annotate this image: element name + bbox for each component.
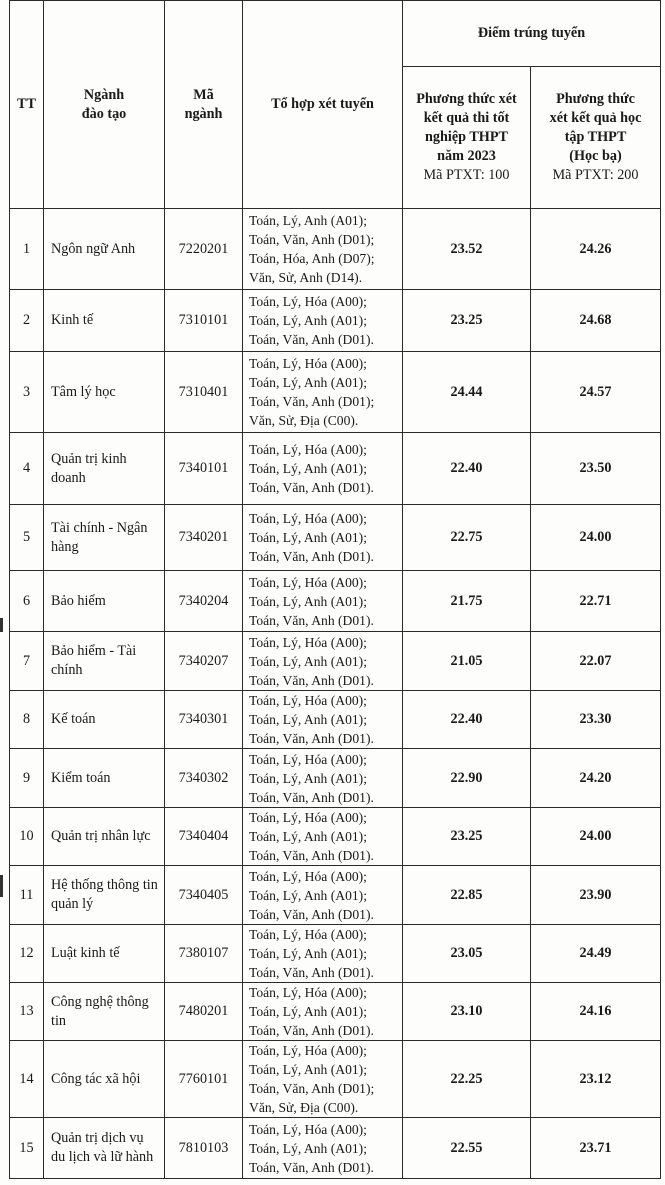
score-method-100: 23.52 <box>403 209 531 290</box>
score-method-200: 23.90 <box>531 866 661 925</box>
major-code: 7340302 <box>165 749 243 808</box>
row-number: 1 <box>10 209 44 290</box>
table-row <box>10 983 661 1041</box>
score-method-200: 24.20 <box>531 749 661 808</box>
combination-line: Toán, Lý, Anh (A01); <box>249 313 367 328</box>
score-method-100: 23.05 <box>403 925 531 983</box>
subject-combinations <box>243 983 403 1041</box>
score-method-200: 24.16 <box>531 983 661 1041</box>
combination-line: Toán, Lý, Hóa (A00); <box>249 442 367 457</box>
combination-line: Toán, Văn, Anh (D01). <box>249 789 374 805</box>
table-row <box>10 749 661 808</box>
row-number: 3 <box>10 352 44 433</box>
subject-combinations <box>243 1041 403 1118</box>
major-code: 7310401 <box>165 352 243 433</box>
subject-combinations <box>243 1118 403 1179</box>
combination-line: Văn, Sử, Địa (C00). <box>249 1100 359 1115</box>
major-name: Tâm lý học <box>44 352 165 433</box>
combination-line: Toán, Lý, Anh (A01); <box>249 1004 367 1019</box>
combination-line: Toán, Lý, Hóa (A00); <box>249 693 367 708</box>
subject-combinations <box>243 749 403 808</box>
combination-line: Toán, Văn, Anh (D01); <box>249 394 375 409</box>
combination-line: Toán, Lý, Anh (A01); <box>249 829 367 844</box>
score-method-100: 22.75 <box>403 505 531 571</box>
major-code: 7810103 <box>165 1118 243 1179</box>
combination-line: Toán, Văn, Anh (D01). <box>249 1159 374 1175</box>
header-method-2: Phương thức xét kết quả học tập THPT (Học bạ) Mã PTXT: 200 <box>531 67 661 209</box>
combination-line: Toán, Văn, Anh (D01). <box>249 612 374 628</box>
subject-combinations <box>243 866 403 925</box>
major-code: 7310101 <box>165 290 243 352</box>
major-code: 7340405 <box>165 866 243 925</box>
score-method-200: 22.07 <box>531 632 661 691</box>
subject-combinations <box>243 571 403 632</box>
major-name: Kế toán <box>44 691 165 749</box>
score-method-100: 23.25 <box>403 808 531 866</box>
score-method-100: 22.90 <box>403 749 531 808</box>
row-number: 14 <box>10 1041 44 1118</box>
score-method-200: 23.12 <box>531 1041 661 1118</box>
table-row <box>10 352 661 433</box>
combination-line: Toán, Hóa, Anh (D07); <box>249 251 375 266</box>
table-row <box>10 505 661 571</box>
combination-line: Toán, Văn, Anh (D01). <box>249 332 374 347</box>
row-number: 12 <box>10 925 44 983</box>
combination-line: Văn, Sử, Anh (D14). <box>249 270 363 285</box>
score-method-100: 22.40 <box>403 691 531 749</box>
header-major: Ngành đào tạo <box>44 1 165 209</box>
table-row <box>10 571 661 632</box>
combination-line: Toán, Văn, Anh (D01). <box>249 672 374 688</box>
row-number: 13 <box>10 983 44 1041</box>
combination-line: Toán, Lý, Anh (A01); <box>249 1062 367 1077</box>
major-name: Bảo hiểm <box>44 571 165 632</box>
table-row <box>10 1118 661 1179</box>
score-method-100: 22.25 <box>403 1041 531 1118</box>
score-method-200: 24.26 <box>531 209 661 290</box>
combination-line: Toán, Lý, Hóa (A00); <box>249 810 367 825</box>
row-number: 15 <box>10 1118 44 1179</box>
row-number: 6 <box>10 571 44 632</box>
score-method-200: 24.00 <box>531 808 661 866</box>
major-name: Quản trị nhân lực <box>44 808 165 866</box>
major-code: 7340404 <box>165 808 243 866</box>
table-row <box>10 1041 661 1118</box>
score-method-100: 21.75 <box>403 571 531 632</box>
major-name: Hệ thống thông tin quản lý <box>44 866 165 925</box>
subject-combinations <box>243 433 403 505</box>
major-name: Bảo hiểm - Tài chính <box>44 632 165 691</box>
combination-line: Toán, Lý, Anh (A01); <box>249 593 367 609</box>
score-method-200: 24.00 <box>531 505 661 571</box>
score-method-200: 24.57 <box>531 352 661 433</box>
major-name: Công tác xã hội <box>44 1041 165 1118</box>
table-row <box>10 632 661 691</box>
subject-combinations <box>243 691 403 749</box>
score-method-200: 24.68 <box>531 290 661 352</box>
combination-line: Toán, Văn, Anh (D01). <box>249 848 374 863</box>
combination-line: Toán, Văn, Anh (D01). <box>249 1023 374 1038</box>
combination-line: Toán, Lý, Anh (A01); <box>249 887 367 903</box>
combination-line: Toán, Lý, Hóa (A00); <box>249 1121 367 1137</box>
header-combo: Tổ hợp xét tuyển <box>243 1 403 209</box>
combination-line: Toán, Lý, Hóa (A00); <box>249 751 367 767</box>
subject-combinations <box>243 505 403 571</box>
row-number: 10 <box>10 808 44 866</box>
combination-line: Toán, Văn, Anh (D01). <box>249 549 374 564</box>
combination-line: Toán, Lý, Anh (A01); <box>249 946 367 961</box>
table-row <box>10 290 661 352</box>
subject-combinations <box>243 209 403 290</box>
subject-combinations <box>243 632 403 691</box>
table-row <box>10 209 661 290</box>
score-method-200: 24.49 <box>531 925 661 983</box>
binding-mark <box>0 618 3 632</box>
combination-line: Toán, Văn, Anh (D01); <box>249 232 375 247</box>
major-name: Quản trị kinh doanh <box>44 433 165 505</box>
score-method-200: 23.50 <box>531 433 661 505</box>
major-code: 7380107 <box>165 925 243 983</box>
major-code: 7480201 <box>165 983 243 1041</box>
score-method-100: 24.44 <box>403 352 531 433</box>
combination-line: Toán, Lý, Hóa (A00); <box>249 511 367 526</box>
major-name: Quản trị dịch vụ du lịch và lữ hành <box>44 1118 165 1179</box>
combination-line: Toán, Lý, Hóa (A00); <box>249 1043 367 1058</box>
combination-line: Toán, Văn, Anh (D01); <box>249 1081 375 1096</box>
major-code: 7340101 <box>165 433 243 505</box>
combination-line: Toán, Lý, Hóa (A00); <box>249 927 367 942</box>
major-code: 7340301 <box>165 691 243 749</box>
table-header <box>10 1 661 209</box>
admission-score-table <box>9 0 661 1179</box>
score-method-100: 21.05 <box>403 632 531 691</box>
header-method-1: Phương thức xét kết quả thi tốt nghiệp THPT năm 2023 Mã PTXT: 100 <box>403 67 531 209</box>
major-name: Kiểm toán <box>44 749 165 808</box>
score-method-100: 22.55 <box>403 1118 531 1179</box>
subject-combinations <box>243 352 403 433</box>
header-code: Mã ngành <box>165 1 243 209</box>
score-method-100: 22.85 <box>403 866 531 925</box>
combination-line: Toán, Lý, Hóa (A00); <box>249 294 367 309</box>
combination-line: Toán, Lý, Hóa (A00); <box>249 634 367 650</box>
major-name: Luật kinh tế <box>44 925 165 983</box>
table-row <box>10 691 661 749</box>
major-code: 7340207 <box>165 632 243 691</box>
combination-line: Toán, Văn, Anh (D01). <box>249 965 374 980</box>
table-row <box>10 925 661 983</box>
subject-combinations <box>243 925 403 983</box>
subject-combinations <box>243 808 403 866</box>
major-name: Công nghệ thông tin <box>44 983 165 1041</box>
major-name: Ngôn ngữ Anh <box>44 209 165 290</box>
combination-line: Toán, Lý, Hóa (A00); <box>249 868 367 884</box>
score-method-200: 22.71 <box>531 571 661 632</box>
combination-line: Văn, Sử, Địa (C00). <box>249 413 359 428</box>
major-code: 7340201 <box>165 505 243 571</box>
row-number: 5 <box>10 505 44 571</box>
score-method-200: 23.30 <box>531 691 661 749</box>
combination-line: Toán, Lý, Hóa (A00); <box>249 574 367 590</box>
combination-line: Toán, Văn, Anh (D01). <box>249 906 374 922</box>
row-number: 8 <box>10 691 44 749</box>
score-method-100: 23.10 <box>403 983 531 1041</box>
combination-line: Toán, Lý, Anh (A01); <box>249 770 367 786</box>
major-code: 7340204 <box>165 571 243 632</box>
combination-line: Toán, Văn, Anh (D01). <box>249 480 374 495</box>
score-method-100: 23.25 <box>403 290 531 352</box>
major-code: 7760101 <box>165 1041 243 1118</box>
combination-line: Toán, Lý, Anh (A01); <box>249 712 367 727</box>
table-row <box>10 866 661 925</box>
table-body <box>10 209 661 1179</box>
score-method-200: 23.71 <box>531 1118 661 1179</box>
subject-combinations <box>243 290 403 352</box>
combination-line: Toán, Lý, Anh (A01); <box>249 461 367 476</box>
combination-line: Toán, Lý, Anh (A01); <box>249 1140 367 1156</box>
score-method-100: 22.40 <box>403 433 531 505</box>
row-number: 7 <box>10 632 44 691</box>
combination-line: Toán, Lý, Anh (A01); <box>249 653 367 669</box>
table-row <box>10 808 661 866</box>
combination-line: Toán, Lý, Anh (A01); <box>249 375 367 390</box>
combination-line: Toán, Lý, Hóa (A00); <box>249 985 367 1000</box>
row-number: 9 <box>10 749 44 808</box>
major-code: 7220201 <box>165 209 243 290</box>
binding-mark <box>0 875 3 897</box>
header-score-group: Điểm trúng tuyển <box>403 1 661 67</box>
header-tt: TT <box>10 1 44 209</box>
row-number: 4 <box>10 433 44 505</box>
combination-line: Toán, Lý, Hóa (A00); <box>249 356 367 371</box>
row-number: 2 <box>10 290 44 352</box>
combination-line: Toán, Lý, Anh (A01); <box>249 213 367 228</box>
combination-line: Toán, Văn, Anh (D01). <box>249 731 374 746</box>
major-name: Kinh tế <box>44 290 165 352</box>
row-number: 11 <box>10 866 44 925</box>
major-name: Tài chính - Ngân hàng <box>44 505 165 571</box>
combination-line: Toán, Lý, Anh (A01); <box>249 530 367 545</box>
table-row <box>10 433 661 505</box>
